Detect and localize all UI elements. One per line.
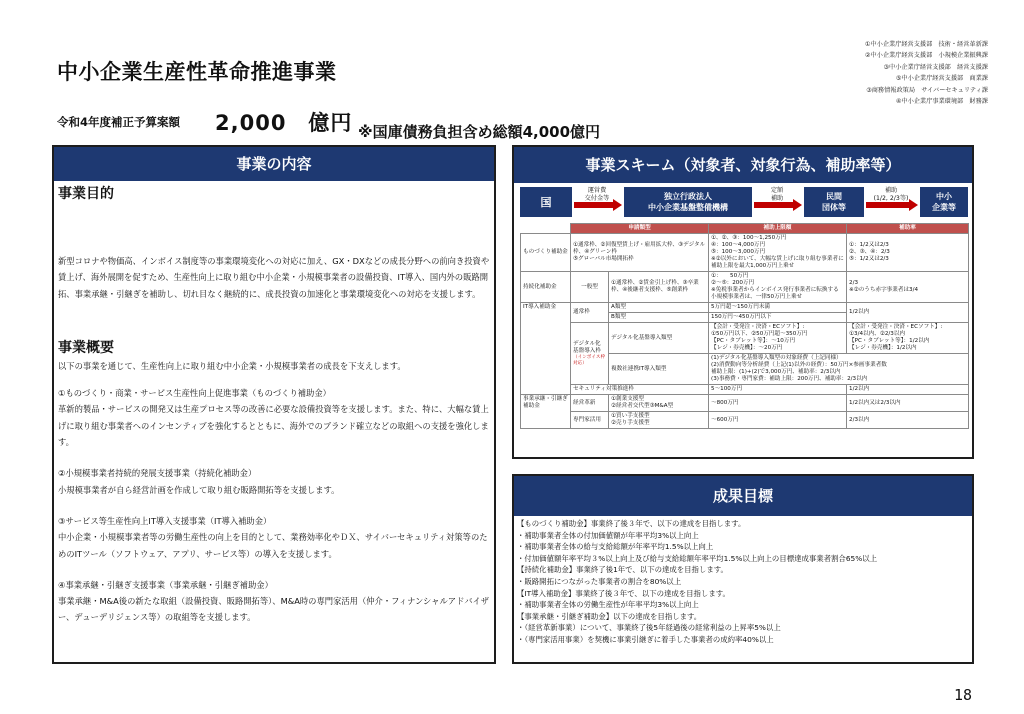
program-rate: 1/2以内又は2/3以内 xyxy=(847,395,969,412)
program-name: 事業承継・引継ぎ補助金 xyxy=(521,395,571,429)
purpose-title: 事業目的 xyxy=(58,186,114,202)
header-limit: 補助上限額 xyxy=(709,224,847,234)
results-header: 成果目標 xyxy=(514,476,972,516)
header-rate: 補助率 xyxy=(847,224,969,234)
budget-label: 令和4年度補正予算案額 xyxy=(57,115,181,129)
table-row xyxy=(521,323,969,354)
program-types: A類型 xyxy=(609,303,709,313)
overview-item-heading: ②小規模事業者持続的発展支援事業（持続化補助金） xyxy=(58,468,257,479)
program-subtype: 一般型 xyxy=(571,272,609,303)
program-types: ①買い手支援型 ②売り手支援型 xyxy=(609,412,709,429)
program-types: デジタル化基盤導入類型 xyxy=(609,323,709,354)
program-types: B類型 xyxy=(609,313,709,323)
program-types: ①通常枠、②賃金引上げ枠、③卒業枠、④後継者支援枠、⑤創業枠 xyxy=(609,272,709,303)
overview-item-heading: ④事業承継・引継ぎ支援事業（事業承継・引継ぎ補助金） xyxy=(58,579,273,590)
result-line: ・付加価値額年率平均３%以上向上及び給与支給総額年率平均1.5%以上向上の目標達成事業者割合65%以上 xyxy=(517,553,878,563)
program-rate: 2/3以内 xyxy=(847,412,969,429)
program-name: 持続化補助金 xyxy=(521,272,571,303)
page-number: 18 xyxy=(954,686,973,704)
program-rate: 2/3 ※②のうち赤字事業者は3/4 xyxy=(847,272,969,303)
budget-amount: 2,000 億円 xyxy=(215,111,353,135)
overview-item-text: 中小企業・小規模事業者等の労働生産性の向上を目的として、業務効率化やＤＸ、サイバーセキュリティ対策等のためのITツール（ソフトウェア、アプリ、サービス等）の導入を支援します。 xyxy=(58,532,488,559)
result-line: ・補助事業者全体の労働生産性が年率平均3%以上向上 xyxy=(517,600,699,610)
scheme-header: 事業スキーム（対象者、対象行為、補助率等） xyxy=(514,147,972,183)
business-content-header: 事業の内容 xyxy=(54,147,494,181)
program-limit: 5～100万円 xyxy=(709,385,847,395)
result-line: ・販路開拓につながった事業者の割合を80%以上 xyxy=(517,576,682,586)
results-body xyxy=(514,516,972,646)
program-subtype xyxy=(571,323,609,385)
program-types: ①創業支援型 ②経営者交代型③M&A型 xyxy=(609,395,709,412)
program-limit: ～800万円 xyxy=(709,395,847,412)
flow-box-private: 民間 団体等 xyxy=(804,187,864,217)
table-row xyxy=(521,303,969,313)
flow-label-subsidy-rate: 補助 (1/2, 2/3等) xyxy=(873,187,909,202)
program-limit: 150万円～450万円以下 xyxy=(709,313,847,323)
department-list xyxy=(865,39,988,107)
department-line: ③商務情報政策局 サイバーセキュリティ課 xyxy=(866,86,988,94)
program-types: 複数社連携IT導入類型 xyxy=(609,354,709,385)
digital-label: デジタル化 基盤導入枠 xyxy=(573,340,601,354)
program-subtype: 通常枠 xyxy=(571,303,609,323)
program-subtype: 経営革新 xyxy=(571,395,609,412)
result-line: ・（専門家活用事業）を契機に事業引継ぎに着手した事業者の成約率40%以上 xyxy=(517,634,774,644)
program-subtype: 専門家活用 xyxy=(571,412,609,429)
program-rate: 1/2以内 xyxy=(847,385,969,395)
department-line: ③中小企業庁経営支援部 経営支援課 xyxy=(883,63,988,71)
program-limit: (1)デジタル化基盤導入類型の対象経費（上記同様） (2)消費動向等分析経費（上記(1)以外の経費）：50万円×参画事業者数 補助上限：(1)+(2)で3,000万円、補助率：2/3以内 (3)事務費・専門家費：補助上限：200万円、補助率：2/3以内 xyxy=(709,354,969,385)
program-rate: 【会計・受発注・決済・ECソフト】: ①3/4以内、②2/3以内 【PC・タブレット等】：1/2以内 【レジ・券売機】：1/2以内 xyxy=(847,323,969,354)
result-line: ・補助事業者全体の付加価値額が年率平均3%以上向上 xyxy=(517,530,699,540)
department-line: ②中小企業庁経営支援部 小規模企業振興課 xyxy=(864,52,988,60)
business-content-panel xyxy=(52,145,496,664)
result-line: ・補助事業者全体の給与支給総額が年率平均1.5%以上向上 xyxy=(517,542,714,552)
result-line: 【IT導入補助金】事業終了後３年で、以下の達成を目指します。 xyxy=(517,588,730,598)
budget-note: ※国庫債務負担含め総額4,000億円 xyxy=(358,123,601,141)
program-name: ものづくり補助金 xyxy=(521,234,571,272)
results-panel xyxy=(512,474,974,664)
overview-item-text: 革新的製品・サービスの開発又は生産プロセス等の改善に必要な設備投資等を支援します。また、特に、大幅な賃上げに取り組む事業者へのインセンティブを強化するとともに、海外でのブランド確立などの取組への支援を強化します。 xyxy=(58,404,489,448)
result-line: 【持続化補助金】事業終了後1年で、以下の達成を目指します。 xyxy=(517,565,728,575)
invoice-label: （インボイス枠 対応） xyxy=(573,354,606,366)
program-subtype: セキュリティ対策推進枠 xyxy=(571,385,709,395)
program-limit: 【会計・受発注・決済・ECソフト】: ①50万円以下、②50万円超～350万円 【PC・タブレット等】：～10万円 【レジ・券売機】：～20万円 xyxy=(709,323,847,354)
overview-item-heading: ③サービス等生産性向上IT導入支援事業（IT導入補助金） xyxy=(58,515,272,526)
flow-box-country: 国 xyxy=(520,187,572,217)
department-line: ①中小企業庁経営支援部 技術・経営革新課 xyxy=(864,41,988,48)
overview-item-heading: ①ものづくり・商業・サービス生産性向上促進事業（ものづくり補助金） xyxy=(58,388,331,399)
result-line: ・（経営革新事業）について、事業終了後5年経過後の経常利益の上昇率5%以上 xyxy=(517,623,781,633)
program-limit: ①、②、③：100～1,250万円 ④：100～4,000万円 ⑤：100～3,000万円 ※②以外において、大幅な賃上げに取り組む事業者に補助上限を最大1,000万円上乗せ xyxy=(709,234,847,272)
scheme-table xyxy=(520,223,969,429)
flow-label-fixed: 定額 補助 xyxy=(770,187,784,202)
department-line: ⑤中小企業庁経営支援部 商業課 xyxy=(895,75,988,83)
program-limit: ～600万円 xyxy=(709,412,847,429)
result-line: 【事業承継・引継ぎ補助金】以下の達成を目指します。 xyxy=(517,611,702,621)
overview-item-text: 小規模事業者が自ら経営計画を作成して取り組む販路開拓等を支援します。 xyxy=(58,484,340,495)
result-line: 【ものづくり補助金】事業終了後３年で、以下の達成を目指します。 xyxy=(517,519,746,528)
program-name: IT導入補助金 xyxy=(521,303,571,395)
table-header-row xyxy=(521,224,969,234)
program-types: ①通常枠、②回復型賃上げ・雇用拡大枠、③デジタル枠、④グリーン枠 ⑤グローバル市場開拓枠 xyxy=(571,234,709,272)
table-row xyxy=(521,234,969,272)
program-limit: 5万円超～150万円未満 xyxy=(709,303,847,313)
header-type: 申請類型 xyxy=(571,224,709,234)
overview-item-text: 事業承継・M&A後の新たな取組（設備投資、販路開拓等）、M&A時の専門家活用（仲介・フィナンシャルアドバイザー、デューデリジェンス等）の取組等を支援します。 xyxy=(58,596,490,623)
table-row xyxy=(521,385,969,395)
table-row xyxy=(521,412,969,429)
overview-title: 事業概要 xyxy=(58,339,114,356)
business-content-body xyxy=(54,181,494,626)
department-line: ④中小企業庁事業環境部 財務課 xyxy=(895,98,988,106)
program-limit: ①： 50万円 ②～⑤：200万円 ※免税事業者からインボイス発行事業者に転換する小規模事業者は、一律50万円上乗せ xyxy=(709,272,847,303)
scheme-panel xyxy=(512,145,974,459)
overview-intro: 以下の事業を通じて、生産性向上に取り組む中小企業・小規模事業者の成長を下支えします。 xyxy=(58,360,406,371)
page-title: 中小企業生産性革命推進事業 xyxy=(57,60,337,84)
purpose-text: 新型コロナや物価高、インボイス制度等の事業環境変化への対応に加え、GX・DXなどの成長分野への前向き投資や賃上げ、海外展開を促すため、生産性向上に取り組む中小企業・小規模事業者の設備投資、IT導入、国内外の販路開拓、事業承継・引継ぎを補助し、切れ目なく継続的に、成長投資の加速化と事業環境変化への対応を支援します。 xyxy=(58,256,490,299)
program-rate: ①：1/2又は2/3 ②、③、④：2/3 ⑤：1/2又は2/3 xyxy=(847,234,969,272)
program-rate: 1/2以内 xyxy=(847,303,969,323)
flow-box-sme: 中小 企業等 xyxy=(920,187,968,217)
table-row xyxy=(521,272,969,303)
flow-box-smrj: 独立行政法人 中小企業基盤整備機構 xyxy=(624,187,752,217)
table-row xyxy=(521,395,969,412)
scheme-flow xyxy=(520,187,966,219)
flow-label-grant: 運営費 交付金等 xyxy=(584,187,610,202)
